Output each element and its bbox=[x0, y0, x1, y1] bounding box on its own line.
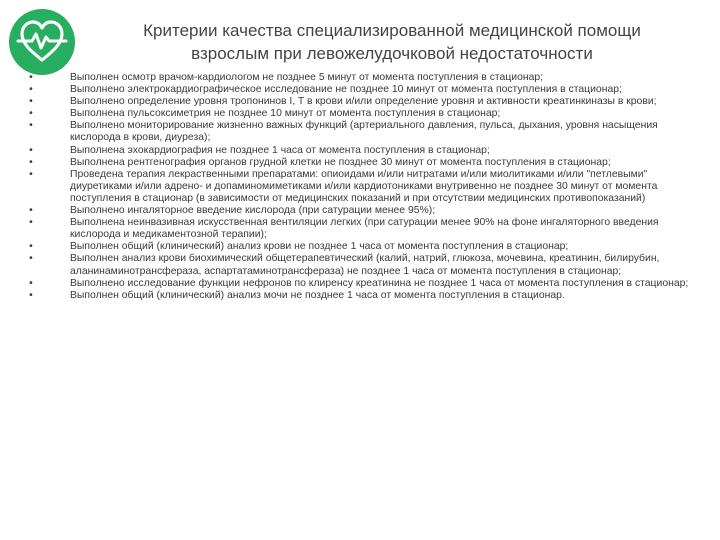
bullet: • bbox=[29, 277, 33, 289]
criteria-item bbox=[26, 96, 694, 108]
criteria-item bbox=[26, 108, 694, 120]
criteria-item-text: Выполнено исследование функции нефронов по клиренсу креатинина не позднее 1 часа от момента поступления в стационар; bbox=[70, 277, 689, 289]
criteria-item-text: Выполнено ингаляторное введение кислорода (при сатурации менее 95%); bbox=[70, 205, 436, 217]
bullet: • bbox=[29, 72, 33, 83]
criteria-item-text: Выполнена пульсоксиметрия не позднее 10 минут от момента поступления в стационар; bbox=[70, 108, 501, 120]
heart-pulse-logo bbox=[8, 8, 76, 76]
criteria-item bbox=[26, 278, 694, 290]
criteria-item-text: Выполнена эхокардиография не позднее 1 часа от момента поступления в стационар; bbox=[70, 144, 490, 156]
criteria-item-text: Выполнено электрокардиографическое исследование не позднее 10 минут от момента поступления в стационар; bbox=[70, 84, 622, 96]
bullet: • bbox=[29, 96, 33, 108]
criteria-item-text: Выполнена рентгенография органов грудной клетки не позднее 30 минут от момента поступления в стационар; bbox=[70, 156, 611, 168]
criteria-item bbox=[26, 217, 694, 241]
bullet: • bbox=[29, 253, 33, 265]
criteria-item-text: Проведена терапия лекраственными препаратами: опиоидами и/или нитратами и/или миолитиками и/или "петлевыми" диуретиками и/или адрено- и допаминомиметиками и/или кардиотониками внутривенно не позднее 30 минут от момента поступления в стационар (в зависимости от медицинских показаний и при отсутствии медицинских противопоказаний) bbox=[70, 168, 658, 204]
page-title-line-1: Критерии качества специализированной медицинской помощи bbox=[143, 21, 641, 40]
bullet: • bbox=[29, 120, 33, 132]
criteria-item bbox=[26, 157, 694, 169]
criteria-item bbox=[26, 169, 694, 205]
page-title-line-2: взрослым при левожелудочковой недостаточности bbox=[191, 44, 593, 63]
heart-pulse-icon bbox=[8, 8, 76, 76]
criteria-item bbox=[26, 253, 694, 277]
criteria-item bbox=[26, 290, 694, 302]
criteria-item bbox=[26, 205, 694, 217]
bullet: • bbox=[29, 108, 33, 120]
bullet: • bbox=[29, 241, 33, 253]
bullet: • bbox=[29, 168, 33, 180]
criteria-item bbox=[26, 72, 694, 84]
criteria-list bbox=[26, 72, 694, 302]
criteria-item-text: Выполнен общий (клинический) анализ крови не позднее 1 часа от момента поступления в стационар; bbox=[70, 241, 569, 253]
criteria-item bbox=[26, 145, 694, 157]
criteria-item-text: Выполнен анализ крови биохимический общетерапевтический (калий, натрий, глюкоза, мочевина, креатинин, билирубин, аланинаминотрансфераза, аспартатаминотрансфераза) не позднее 1 часа от момента поступления в стационар; bbox=[70, 253, 660, 277]
bullet: • bbox=[29, 289, 33, 301]
criteria-item-text: Выполнен осмотр врачом-кардиологом не позднее 5 минут от момента поступления в стационар; bbox=[70, 72, 544, 83]
bullet: • bbox=[29, 144, 33, 156]
criteria-item-text: Выполнено мониторирование жизненно важных функций (артериального давления, пульса, дыхания, уровня насыщения кислорода в крови, диуреза); bbox=[70, 120, 658, 144]
bullet: • bbox=[29, 217, 33, 229]
bullet: • bbox=[29, 156, 33, 168]
criteria-item-text: Выполнено определение уровня тропонинов I, T в крови и/или определение уровня и активности креатинкиназы в крови; bbox=[70, 96, 657, 108]
bullet: • bbox=[29, 84, 33, 96]
bullet: • bbox=[29, 205, 33, 217]
criteria-item-text: Выполнена неинвазивная искусственная вентиляции легких (при сатурации менее 90% на фоне ингаляторного введения кислорода и медикаментозной терапии); bbox=[70, 217, 659, 241]
criteria-item bbox=[26, 84, 694, 96]
criteria-item bbox=[26, 120, 694, 144]
criteria-item-text: Выполнен общий (клинический) анализ мочи не позднее 1 часа от момента поступления в стационар. bbox=[70, 289, 565, 301]
page-title bbox=[92, 19, 692, 65]
criteria-item bbox=[26, 241, 694, 253]
